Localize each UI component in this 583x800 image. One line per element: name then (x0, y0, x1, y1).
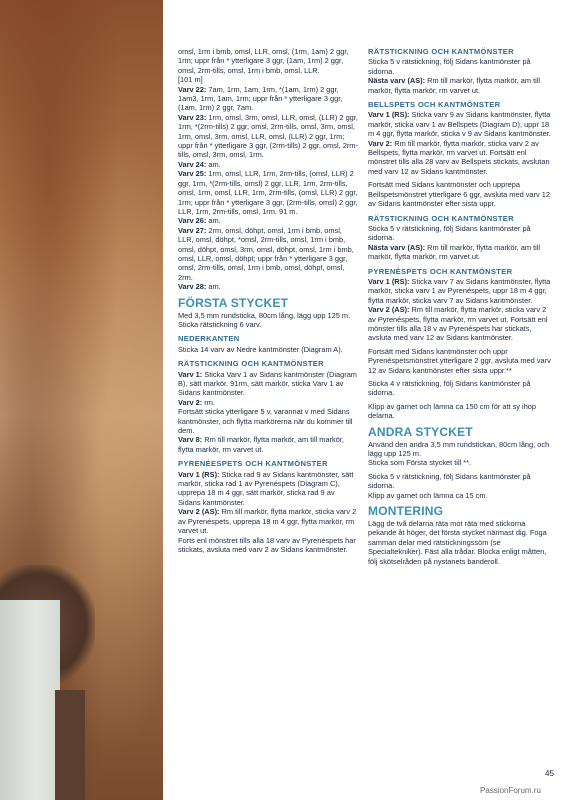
paragraph: Lägg de två delarna räta mot räta med stickorna pekande åt höger, det första stycket närmast dig. Foga samman delar med rätstickningssöm (se Specialtekniker). Fäst alla trådar. Blocka enligt måtten, följ skötselråden på nystanets banderoll. (368, 519, 547, 566)
row-label: Varv 26: (178, 216, 207, 226)
row-instruction (368, 277, 552, 305)
row-label: Varv 2: (368, 138, 393, 148)
row-instruction (178, 398, 358, 407)
row-instruction (178, 85, 358, 113)
paragraph: Sticka 14 varv av Nedre kantmönster (Diagram A). (178, 344, 343, 354)
section-heading-montering: MONTERING (368, 504, 444, 519)
paragraph: Sticka rätstickning 6 varv. (178, 319, 262, 329)
row-instruction (368, 305, 552, 343)
row-text: Sticka rad 9 av Sidans kantmönster, sätt markör, sticka rad 1 av Pyrenéspets (Diagram C), upprepa 18 m 4 ggr, sätt markör, sticka rad 9 av Sidans kantmönster. (178, 469, 354, 507)
row-text: Rm till markör, flytta markör, sticka varv 2 av Pyrenéspets, upprepa 18 m 4 ggr, flytta markör, rm varvet ut. (178, 507, 357, 536)
row-text: 1rm, omsl, LLR, 1rm, 2rm-tills, (omsl, LLR) 2 ggr, 1rm, *(2rm-tills, omsl) 2 ggr, LLR, 1rm, 2rm-tills, omsl, 1rm, omsl, LLR, 1rm, 2rm-tills, (omsl, LLR) 2 ggr, 1rm; uppr från * ytterligare 3 ggr, (2rm-tills, omsl) 2 ggr, LLR, 1rm, 2rm-tills, omsl, 1rm. 91 m. (178, 169, 358, 216)
row-label: Varv 1 (RS): (178, 469, 220, 479)
subheading-nederkanten: NEDERKANTEN (178, 334, 240, 344)
stitch-count: [101 m] (178, 75, 203, 85)
row-instruction (178, 169, 358, 216)
row-label: Varv 24: (178, 159, 207, 169)
row-text: Rm till markör, flytta markör, sticka varv 2 av Pyrenéspets, flytta markör, rm varvet ut. Fortsätt enl mönster tills alla 18 v av Pyrenéspets har stickats, avsluta med varv 12 av Sidans kantmönster. (368, 305, 548, 343)
subheading-ratstickning: RÄTSTICKNING OCH KANTMÖNSTER (368, 213, 514, 223)
row-label: Varv 1 (RS): (368, 110, 410, 120)
row-instruction (178, 370, 358, 398)
row-text: Rm till markör, flytta markör, sticka varv 2 av Bellspets, flytta markör, rm varvet ut. Fortsätt enl mönstret tills alla 28 varv av Bellspets stickats, avslutan med varv 12 av Sidans kantmönster. (368, 138, 550, 176)
paragraph: Fortsätt sticka ytterligare 5 v, varannat v med Sidans kantmönster, och flytta markörerna när du kommer till dem. (178, 407, 353, 436)
row-text: am. (206, 282, 221, 292)
cover-photo (0, 0, 163, 800)
row-text: Rm till markör, flytta markör, am till markör, flytta markör, rm varvet ut. (178, 435, 344, 454)
row-instruction (178, 113, 358, 160)
row-label: Varv 2 (AS): (178, 507, 220, 517)
row-label: Varv 8: (178, 435, 203, 445)
row-text: 2rm, omsl, döhpt, omsl, 1rm i bmb, omsl, LLR, omsl, döhpt, *omsl, 2rm-tills, omsl, 1rm i bmb, omsl, döhpt, omsl, 3rm, omsl, döhpt, omsl, 1rm i bmb, omsl, LLR, omsl, döhpt; uppr från * ytterligare 3 ggr, omsl, 2rm-tills, omsl, 1rm i bmb, omsl, döhpt, omsl, 2rm. (178, 225, 354, 282)
row-text: Sticka varv 7 av Sidans kantmönster, flytta markör, sticka varv 1 av Pyrenéspets, uppr 18 m 4 ggr, flytta markör, sticka varv 7 av Sidans kantmönster. (368, 276, 551, 305)
text-column-left (178, 47, 358, 554)
row-label: Varv 25: (178, 169, 207, 179)
paragraph: Klipp av garnet och lämna ca 150 cm för att sy ihop delarna. (368, 401, 537, 421)
row-text: Sticka varv 9 av Sidans kantmönster, flytta markör, sticka varv 1 av Bellspets (Diagram D), uppr 18 m 4 ggr, flytta markör, sticka v 9 av Sidans kantmönster. (368, 110, 551, 139)
paragraph: Sticka 5 v rätstickning, följ Sidans kantmönster på sidorna. (368, 471, 531, 491)
row-text: am. (206, 159, 221, 169)
row-label: Nästa varv (AS): (368, 76, 426, 86)
row-label: Varv 1: (178, 369, 203, 379)
subheading-pyrenespets: PYRENÉSPETS OCH KANTMÖNSTER (368, 266, 513, 276)
row-text: Sticka Varv 1 av Sidans kantmönster (Diagram B), sätt markör, 91rm, sätt markör, sticka Varv 1 av Sidans kantmönster. (178, 369, 357, 398)
row-label: Varv 2: (178, 397, 203, 407)
paragraph: Sticka 4 v rätstickning, följ Sidans kantmönster på sidorna. (368, 379, 531, 398)
row-instruction (368, 76, 552, 95)
row-label: Varv 23: (178, 112, 207, 122)
row-instruction (368, 110, 552, 138)
row-instruction (178, 226, 358, 282)
paragraph: Sticka som Första stycket till **. (368, 458, 472, 468)
row-label: Varv 22: (178, 84, 207, 94)
row-instruction (368, 243, 552, 262)
paragraph: Sticka 5 v rätstickning, följ Sidans kantmönster på sidorna. (368, 223, 531, 243)
row-label: Varv 27: (178, 225, 207, 235)
row-instruction (178, 216, 358, 225)
row-label: Varv 28: (178, 282, 207, 292)
row-instruction (178, 160, 358, 169)
row-label: Varv 1 (RS): (368, 276, 410, 286)
row-label: Varv 2 (AS): (368, 305, 410, 315)
paragraph: Sticka 5 v rätstickning, följ Sidans kantmönster på sidorna. (368, 57, 531, 76)
paragraph: Använd den andra 3,5 mm rundstickan, 80cm lång, och lägg upp 125 m. (368, 439, 550, 459)
row-text: 7am, 1rm, 1am, 1rm, *(1am, 1rm) 2 ggr, 1am3, 1rm, 1am, 1rm; uppr från * ytterligare 3 ggr, (1am, 1rm) 2 ggr, 7am. (178, 84, 343, 113)
row-instruction (178, 470, 358, 508)
row-instruction (368, 139, 552, 177)
row-text: am. (206, 216, 221, 226)
subheading-bellspets: BELLSPETS OCH KANTMÖNSTER (368, 100, 501, 110)
paragraph: Klipp av garnet och lämna ca 15 cm. (368, 490, 488, 500)
arm-image (55, 690, 85, 800)
subheading-ratstickning: RÄTSTICKNING OCH KANTMÖNSTER (178, 359, 324, 369)
row-label: Nästa varv (AS): (368, 242, 426, 252)
paragraph: Forts enl mönstret tills alla 18 varv av Pyrenéspets har stickats, avsluta med varv 2 av Sidans kantmönster. (178, 535, 356, 554)
row-text: rm. (202, 397, 215, 407)
page-number: 45 (545, 769, 554, 778)
row-text: Rm till markör, flytta markör, am till markör, flytta markör, rm varvet ut. (368, 242, 541, 262)
sleeve-image (0, 600, 60, 800)
subheading-ratstickning: RÄTSTICKNING OCH KANTMÖNSTER (368, 47, 514, 56)
text-column-right (368, 47, 552, 566)
row-instruction (178, 435, 358, 454)
section-heading-forsta: FÖRSTA STYCKET (178, 295, 289, 310)
section-heading-andra: ANDRA STYCKET (368, 424, 473, 439)
paragraph: Fortsätt med Sidans kantmönster och uppr Pyrenéspetsmönstret ytterligare 2 ggr, avsluta med varv 12 av Sidans kantmönster efter sista uppr.** (368, 346, 551, 375)
paragraph: Med 3,5 mm rundsticka, 80cm lång, lägg upp 125 m. (178, 310, 351, 320)
paragraph: Fortsätt med Sidans kantmönster och upprepa Bellspetsmönstret ytterligare 6 ggr, avsluta med varv 12 av Sidans kantmönster efter sista uppr. (368, 180, 550, 209)
row-instruction (178, 507, 358, 535)
subheading-pyreneespets: PYRENÉESPETS OCH KANTMÖNSTER (178, 459, 328, 469)
paragraph: omsl, 1rm i bmb, omsl, LLR, omsl, (1rm, 1am) 2 ggr, 1rm; uppr från * ytterligare 3 ggr, (1am, 1rm) 2 ggr, omsl, 2rm-tills, omsl, 1rm i bmb, omsl, LLR. (178, 47, 349, 75)
row-instruction (178, 282, 358, 291)
watermark: PassionForum.ru (480, 786, 541, 795)
row-text: Rm till markör, flytta markör, am till markör, flytta markör, rm varvet ut. (368, 76, 541, 95)
row-text: 1rm, omsl, 3rm, omsl, LLR, omsl, (LLR) 2 ggr, 1rm, *(2rm-tills) 2 ggr, omsl, 2rm-tills, omsl, 3rm, omsl, 1rm, omsl, 3rm, omsl, LLR, omsl, (LLR) 2 ggr, 1rm; uppr från * ytterligare 3 ggr, (2rm-tills) 2 ggr, omsl, 2rm-tills, omsl, 3rm, omsl, 1rm. (178, 112, 358, 160)
